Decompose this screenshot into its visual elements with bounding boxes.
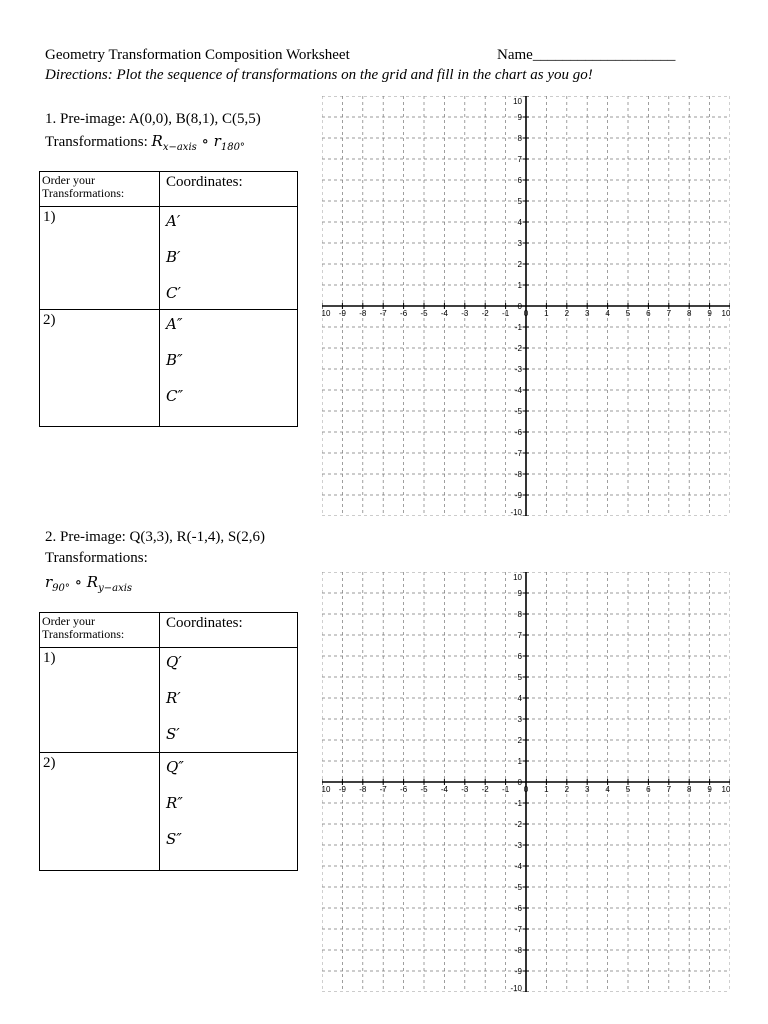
coord-r-prime: R′ <box>166 689 181 707</box>
y-tick-label: 6 <box>517 652 522 661</box>
y-tick-label: 0 <box>517 778 522 787</box>
chart-header-coordinates: Coordinates: <box>160 172 298 207</box>
x-tick-label: 5 <box>625 785 631 794</box>
problem-1-preimage: 1. Pre-image: A(0,0), B(8,1), C(5,5) <box>45 111 261 127</box>
chart-step-1-coords[interactable] <box>160 648 298 753</box>
x-tick-label: -4 <box>440 785 448 794</box>
problem-1-transformations <box>45 132 245 153</box>
chart-step-2-label[interactable]: 2) <box>40 753 160 871</box>
x-tick-label: -8 <box>359 309 367 318</box>
chart-step-2-coords[interactable] <box>160 753 298 871</box>
x-tick-label: 2 <box>564 785 570 794</box>
chart-header-order: Order your Transformations: <box>40 172 160 207</box>
y-tick-label: -7 <box>514 925 522 934</box>
x-tick-label: -7 <box>379 785 387 794</box>
y-tick-label: 10 <box>513 97 522 106</box>
x-tick-label: -4 <box>440 309 448 318</box>
x-tick-label: 7 <box>666 309 672 318</box>
y-tick-label: -8 <box>514 946 522 955</box>
x-tick-label: 10 <box>721 785 730 794</box>
y-tick-label: 3 <box>517 715 522 724</box>
problem-2-composition-formula: $r_{90^\circ}$ ∘ $R_{y-axis}$ <box>45 573 133 594</box>
x-tick-label: -2 <box>481 785 489 794</box>
y-tick-label: 1 <box>517 281 522 290</box>
y-tick-label: -7 <box>514 449 522 458</box>
y-tick-label: -9 <box>514 967 522 976</box>
chart-header-coordinates: Coordinates: <box>160 613 298 648</box>
coordinate-grid-1[interactable] <box>322 96 730 516</box>
x-tick-label: -5 <box>420 785 428 794</box>
y-tick-label: -3 <box>514 841 522 850</box>
y-tick-label: 4 <box>517 218 522 227</box>
x-tick-label: 9 <box>707 309 712 318</box>
x-tick-label: 10 <box>721 309 730 318</box>
x-tick-label: 0 <box>523 785 529 794</box>
y-tick-label: -2 <box>514 344 522 353</box>
coord-b-prime: B′ <box>166 248 181 266</box>
problem-2-chart <box>39 612 298 871</box>
y-tick-label: 7 <box>517 155 522 164</box>
worksheet-title: Geometry Transformation Composition Worksheet <box>45 47 350 63</box>
y-tick-label: -5 <box>514 407 522 416</box>
x-tick-label: -9 <box>338 309 346 318</box>
y-tick-label: 0 <box>517 302 522 311</box>
name-field-label: Name___________________ <box>497 47 676 63</box>
y-tick-label: -9 <box>514 491 522 500</box>
coord-s-prime: S′ <box>166 725 180 743</box>
y-tick-label: 6 <box>517 176 522 185</box>
x-tick-label: 3 <box>584 785 590 794</box>
x-tick-label: 10 <box>322 309 331 318</box>
x-tick-label: 10 <box>322 785 331 794</box>
coord-a-double-prime: A″ <box>166 315 183 333</box>
chart-step-2-label[interactable]: 2) <box>40 310 160 427</box>
problem-1-chart <box>39 171 298 427</box>
x-tick-label: -1 <box>502 785 510 794</box>
y-tick-label: 2 <box>517 260 522 269</box>
y-tick-label: -4 <box>514 862 522 871</box>
y-tick-label: -1 <box>514 323 522 332</box>
x-tick-label: 2 <box>564 309 570 318</box>
y-tick-label: -10 <box>510 984 522 992</box>
x-tick-label: 8 <box>686 309 692 318</box>
chart-step-1-label[interactable]: 1) <box>40 207 160 310</box>
coord-q-prime: Q′ <box>166 653 182 671</box>
x-tick-label: -6 <box>400 309 408 318</box>
y-tick-label: -8 <box>514 470 522 479</box>
y-tick-label: 5 <box>517 197 522 206</box>
x-tick-label: 5 <box>625 309 631 318</box>
x-tick-label: 0 <box>523 309 529 318</box>
x-tick-label: 7 <box>666 785 672 794</box>
y-tick-label: 1 <box>517 757 522 766</box>
y-tick-label: 8 <box>517 134 522 143</box>
y-tick-label: -6 <box>514 428 522 437</box>
coord-b-double-prime: B″ <box>166 351 183 369</box>
y-tick-label: 8 <box>517 610 522 619</box>
problem-2-preimage: 2. Pre-image: Q(3,3), R(-1,4), S(2,6) <box>45 529 265 545</box>
y-tick-label: 9 <box>517 589 522 598</box>
y-tick-label: 2 <box>517 736 522 745</box>
composition-formula: $R_{x-axis}$ ∘ $r_{180^\circ}$ <box>151 132 245 153</box>
coordinate-grid-2[interactable] <box>322 572 730 992</box>
directions-text: Directions: Plot the sequence of transformations on the grid and fill in the chart as you go! <box>45 67 593 83</box>
x-tick-label: 3 <box>584 309 590 318</box>
x-tick-label: -3 <box>461 785 469 794</box>
coord-r-double-prime: R″ <box>166 794 183 812</box>
chart-step-1-label[interactable]: 1) <box>40 648 160 753</box>
x-tick-label: -5 <box>420 309 428 318</box>
coord-a-prime: A′ <box>166 212 181 230</box>
coord-c-double-prime: C″ <box>166 387 184 405</box>
x-tick-label: -9 <box>338 785 346 794</box>
coord-s-double-prime: S″ <box>166 830 182 848</box>
chart-step-1-coords[interactable] <box>160 207 298 310</box>
y-tick-label: -3 <box>514 365 522 374</box>
x-tick-label: 1 <box>544 785 549 794</box>
chart-header-order: Order your Transformations: <box>40 613 160 648</box>
y-tick-label: 4 <box>517 694 522 703</box>
y-tick-label: -4 <box>514 386 522 395</box>
transformations-label: Transformations: <box>45 134 152 150</box>
y-tick-label: 10 <box>513 573 522 582</box>
problem-2-transformations: Transformations: <box>45 550 148 566</box>
x-tick-label: 6 <box>646 785 651 794</box>
x-tick-label: 9 <box>707 785 712 794</box>
y-tick-label: -10 <box>510 508 522 516</box>
x-tick-label: 8 <box>686 785 692 794</box>
y-tick-label: -5 <box>514 883 522 892</box>
x-tick-label: -7 <box>379 309 387 318</box>
x-tick-label: 4 <box>605 309 610 318</box>
coord-c-prime: C′ <box>166 284 181 302</box>
x-tick-label: 1 <box>544 309 549 318</box>
chart-step-2-coords[interactable] <box>160 310 298 427</box>
y-tick-label: 5 <box>517 673 522 682</box>
x-tick-label: 6 <box>646 309 651 318</box>
x-tick-label: -3 <box>461 309 469 318</box>
y-tick-label: -2 <box>514 820 522 829</box>
x-tick-label: -8 <box>359 785 367 794</box>
y-tick-label: 9 <box>517 113 522 122</box>
x-tick-label: -6 <box>400 785 408 794</box>
x-tick-label: 4 <box>605 785 610 794</box>
y-tick-label: -1 <box>514 799 522 808</box>
y-tick-label: 3 <box>517 239 522 248</box>
x-tick-label: -1 <box>502 309 510 318</box>
x-tick-label: -2 <box>481 309 489 318</box>
y-tick-label: 7 <box>517 631 522 640</box>
y-tick-label: -6 <box>514 904 522 913</box>
coord-q-double-prime: Q″ <box>166 758 184 776</box>
